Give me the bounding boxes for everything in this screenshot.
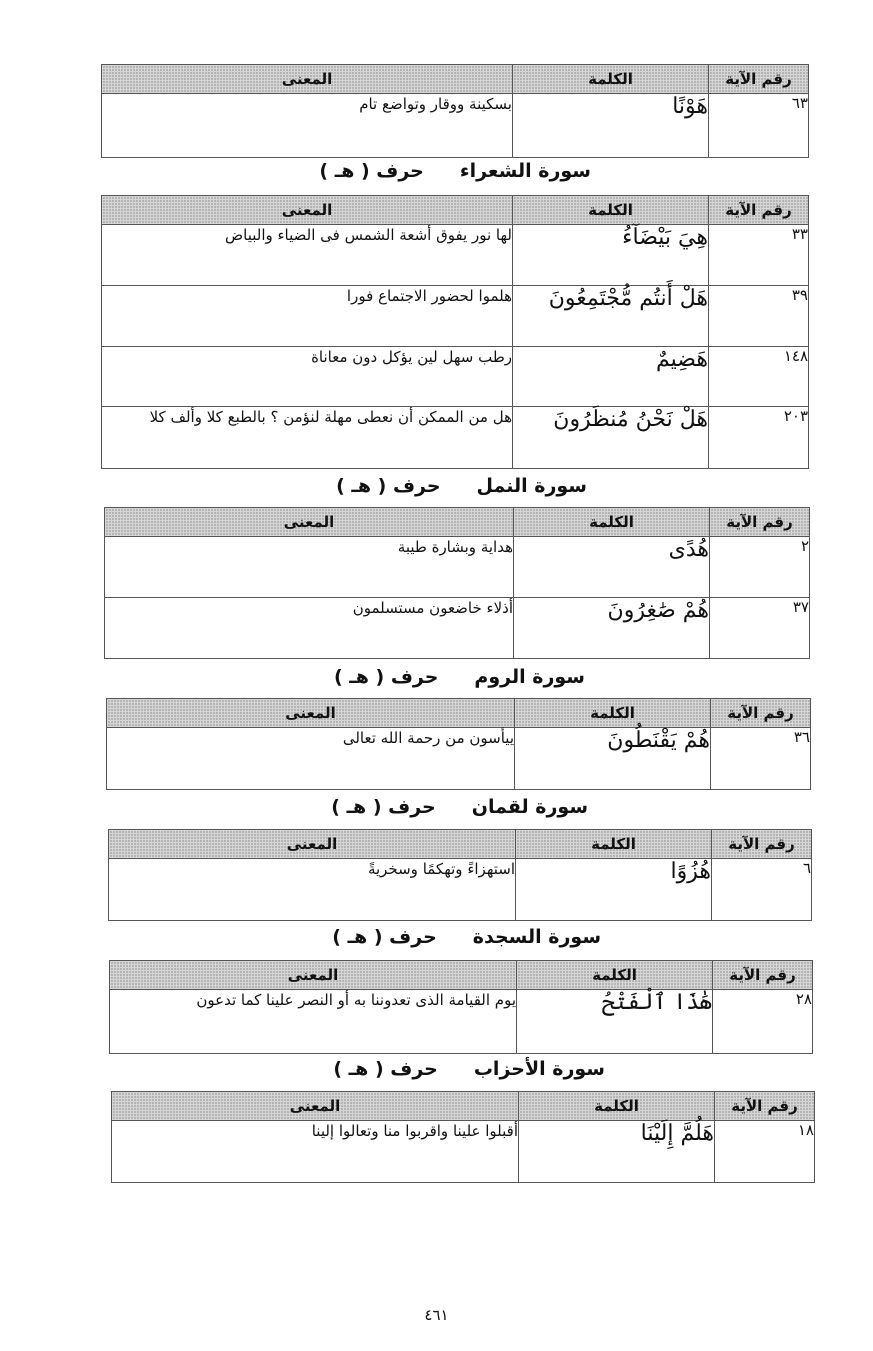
quran-word: هُدًى <box>514 537 710 598</box>
header-meaning: المعنى <box>105 508 514 537</box>
table-header-row <box>105 508 810 537</box>
glossary-table <box>101 195 809 469</box>
surah-heading <box>336 475 587 497</box>
header-verse-number: رقم الآية <box>712 830 812 859</box>
header-verse-number: رقم الآية <box>709 65 809 94</box>
word-meaning: هلموا لحضور الاجتماع فورا <box>102 286 513 347</box>
table-row <box>102 94 809 158</box>
letter-label: حرف ( هـ ) <box>331 796 436 818</box>
quran-word: هَلُمَّ إِلَيْنَا <box>519 1121 715 1183</box>
header-verse-number: رقم الآية <box>713 961 813 990</box>
verse-number: ٢ <box>710 537 810 598</box>
quran-word: هُمْ يَقْنَطُونَ <box>515 728 711 790</box>
word-meaning: هداية وبشارة طيبة <box>105 537 514 598</box>
header-meaning: المعنى <box>102 196 513 225</box>
quran-word: هَلْ أَنتُم مُّجْتَمِعُونَ <box>513 286 709 347</box>
header-word: الكلمة <box>516 830 712 859</box>
letter-label: حرف ( هـ ) <box>336 475 441 497</box>
header-meaning: المعنى <box>102 65 513 94</box>
word-meaning: استهزاءً وتهكمًا وسخريةً <box>109 859 516 921</box>
surah-name: سورة الشعراء <box>459 160 591 182</box>
word-meaning: رطب سهل لين يؤكل دون معاناة <box>102 347 513 407</box>
surah-heading <box>334 666 585 688</box>
verse-number: ٢٨ <box>713 990 813 1054</box>
quran-word: هَٰذَا ٱلْفَتْحُ <box>517 990 713 1054</box>
verse-number: ١٨ <box>715 1121 815 1183</box>
header-word: الكلمة <box>519 1092 715 1121</box>
verse-number: ٣٧ <box>710 598 810 659</box>
table-row <box>102 286 809 347</box>
verse-number: ٦ <box>712 859 812 921</box>
verse-number: ١٤٨ <box>709 347 809 407</box>
glossary-table <box>106 698 811 790</box>
glossary-table <box>109 960 813 1054</box>
surah-name: سورة النمل <box>476 475 587 497</box>
word-meaning: ييأسون من رحمة الله تعالى <box>107 728 515 790</box>
quran-word: هَلْ نَحْنُ مُنظَرُونَ <box>513 407 709 469</box>
table-row <box>105 537 810 598</box>
header-word: الكلمة <box>513 196 709 225</box>
quran-word: هَوْنًا <box>513 94 709 158</box>
surah-name: سورة الروم <box>474 666 585 688</box>
table-header-row <box>112 1092 815 1121</box>
verse-number: ٣٦ <box>711 728 811 790</box>
table-row <box>102 407 809 469</box>
table-row <box>102 347 809 407</box>
header-verse-number: رقم الآية <box>715 1092 815 1121</box>
surah-name: سورة السجدة <box>472 926 601 948</box>
header-verse-number: رقم الآية <box>709 196 809 225</box>
quran-word: هِيَ بَيْضَآءُ <box>513 225 709 286</box>
word-meaning: يوم القيامة الذى تعدوننا به أو النصر علينا كما تدعون <box>110 990 517 1054</box>
header-meaning: المعنى <box>110 961 517 990</box>
table-header-row <box>107 699 811 728</box>
header-word: الكلمة <box>515 699 711 728</box>
table-row <box>112 1121 815 1183</box>
verse-number: ٢٠٣ <box>709 407 809 469</box>
table-row <box>110 990 813 1054</box>
surah-heading <box>333 1058 605 1080</box>
surah-name: سورة الأحزاب <box>473 1058 605 1080</box>
quran-word: هَضِيمٌ <box>513 347 709 407</box>
quran-word: هُزُوًا <box>516 859 712 921</box>
word-meaning: بسكينة ووقار وتواضع تام <box>102 94 513 158</box>
letter-label: حرف ( هـ ) <box>333 666 439 688</box>
header-meaning: المعنى <box>112 1092 519 1121</box>
verse-number: ٣٣ <box>709 225 809 286</box>
surah-heading <box>319 160 591 182</box>
header-meaning: المعنى <box>107 699 515 728</box>
word-meaning: أذلاء خاضعون مستسلمون <box>105 598 514 659</box>
table-row <box>109 859 812 921</box>
table-header-row <box>102 65 809 94</box>
surah-heading <box>332 926 601 948</box>
table-header-row <box>102 196 809 225</box>
glossary-table <box>108 829 812 921</box>
table-row <box>105 598 810 659</box>
table-row <box>107 728 811 790</box>
surah-heading <box>331 796 588 818</box>
header-verse-number: رقم الآية <box>711 699 811 728</box>
glossary-table <box>104 507 810 659</box>
table-header-row <box>109 830 812 859</box>
quran-word: هُمْ صَٰغِرُونَ <box>514 598 710 659</box>
surah-name: سورة لقمان <box>471 796 588 818</box>
header-word: الكلمة <box>514 508 710 537</box>
table-header-row <box>110 961 813 990</box>
header-word: الكلمة <box>513 65 709 94</box>
header-word: الكلمة <box>517 961 713 990</box>
verse-number: ٦٣ <box>709 94 809 158</box>
glossary-table <box>111 1091 815 1183</box>
header-meaning: المعنى <box>109 830 516 859</box>
header-verse-number: رقم الآية <box>710 508 810 537</box>
letter-label: حرف ( هـ ) <box>332 926 437 948</box>
glossary-table <box>101 64 809 158</box>
verse-number: ٣٩ <box>709 286 809 347</box>
page-number: ٤٦١ <box>424 1306 449 1324</box>
word-meaning: أقبلوا علينا واقربوا منا وتعالوا إلينا <box>112 1121 519 1183</box>
letter-label: حرف ( هـ ) <box>333 1058 438 1080</box>
letter-label: حرف ( هـ ) <box>319 160 424 182</box>
word-meaning: لها نور يفوق أشعة الشمس فى الضياء والبياض <box>102 225 513 286</box>
word-meaning: هل من الممكن أن نعطى مهلة لنؤمن ؟ بالطبع كلا وألف كلا <box>102 407 513 469</box>
table-row <box>102 225 809 286</box>
